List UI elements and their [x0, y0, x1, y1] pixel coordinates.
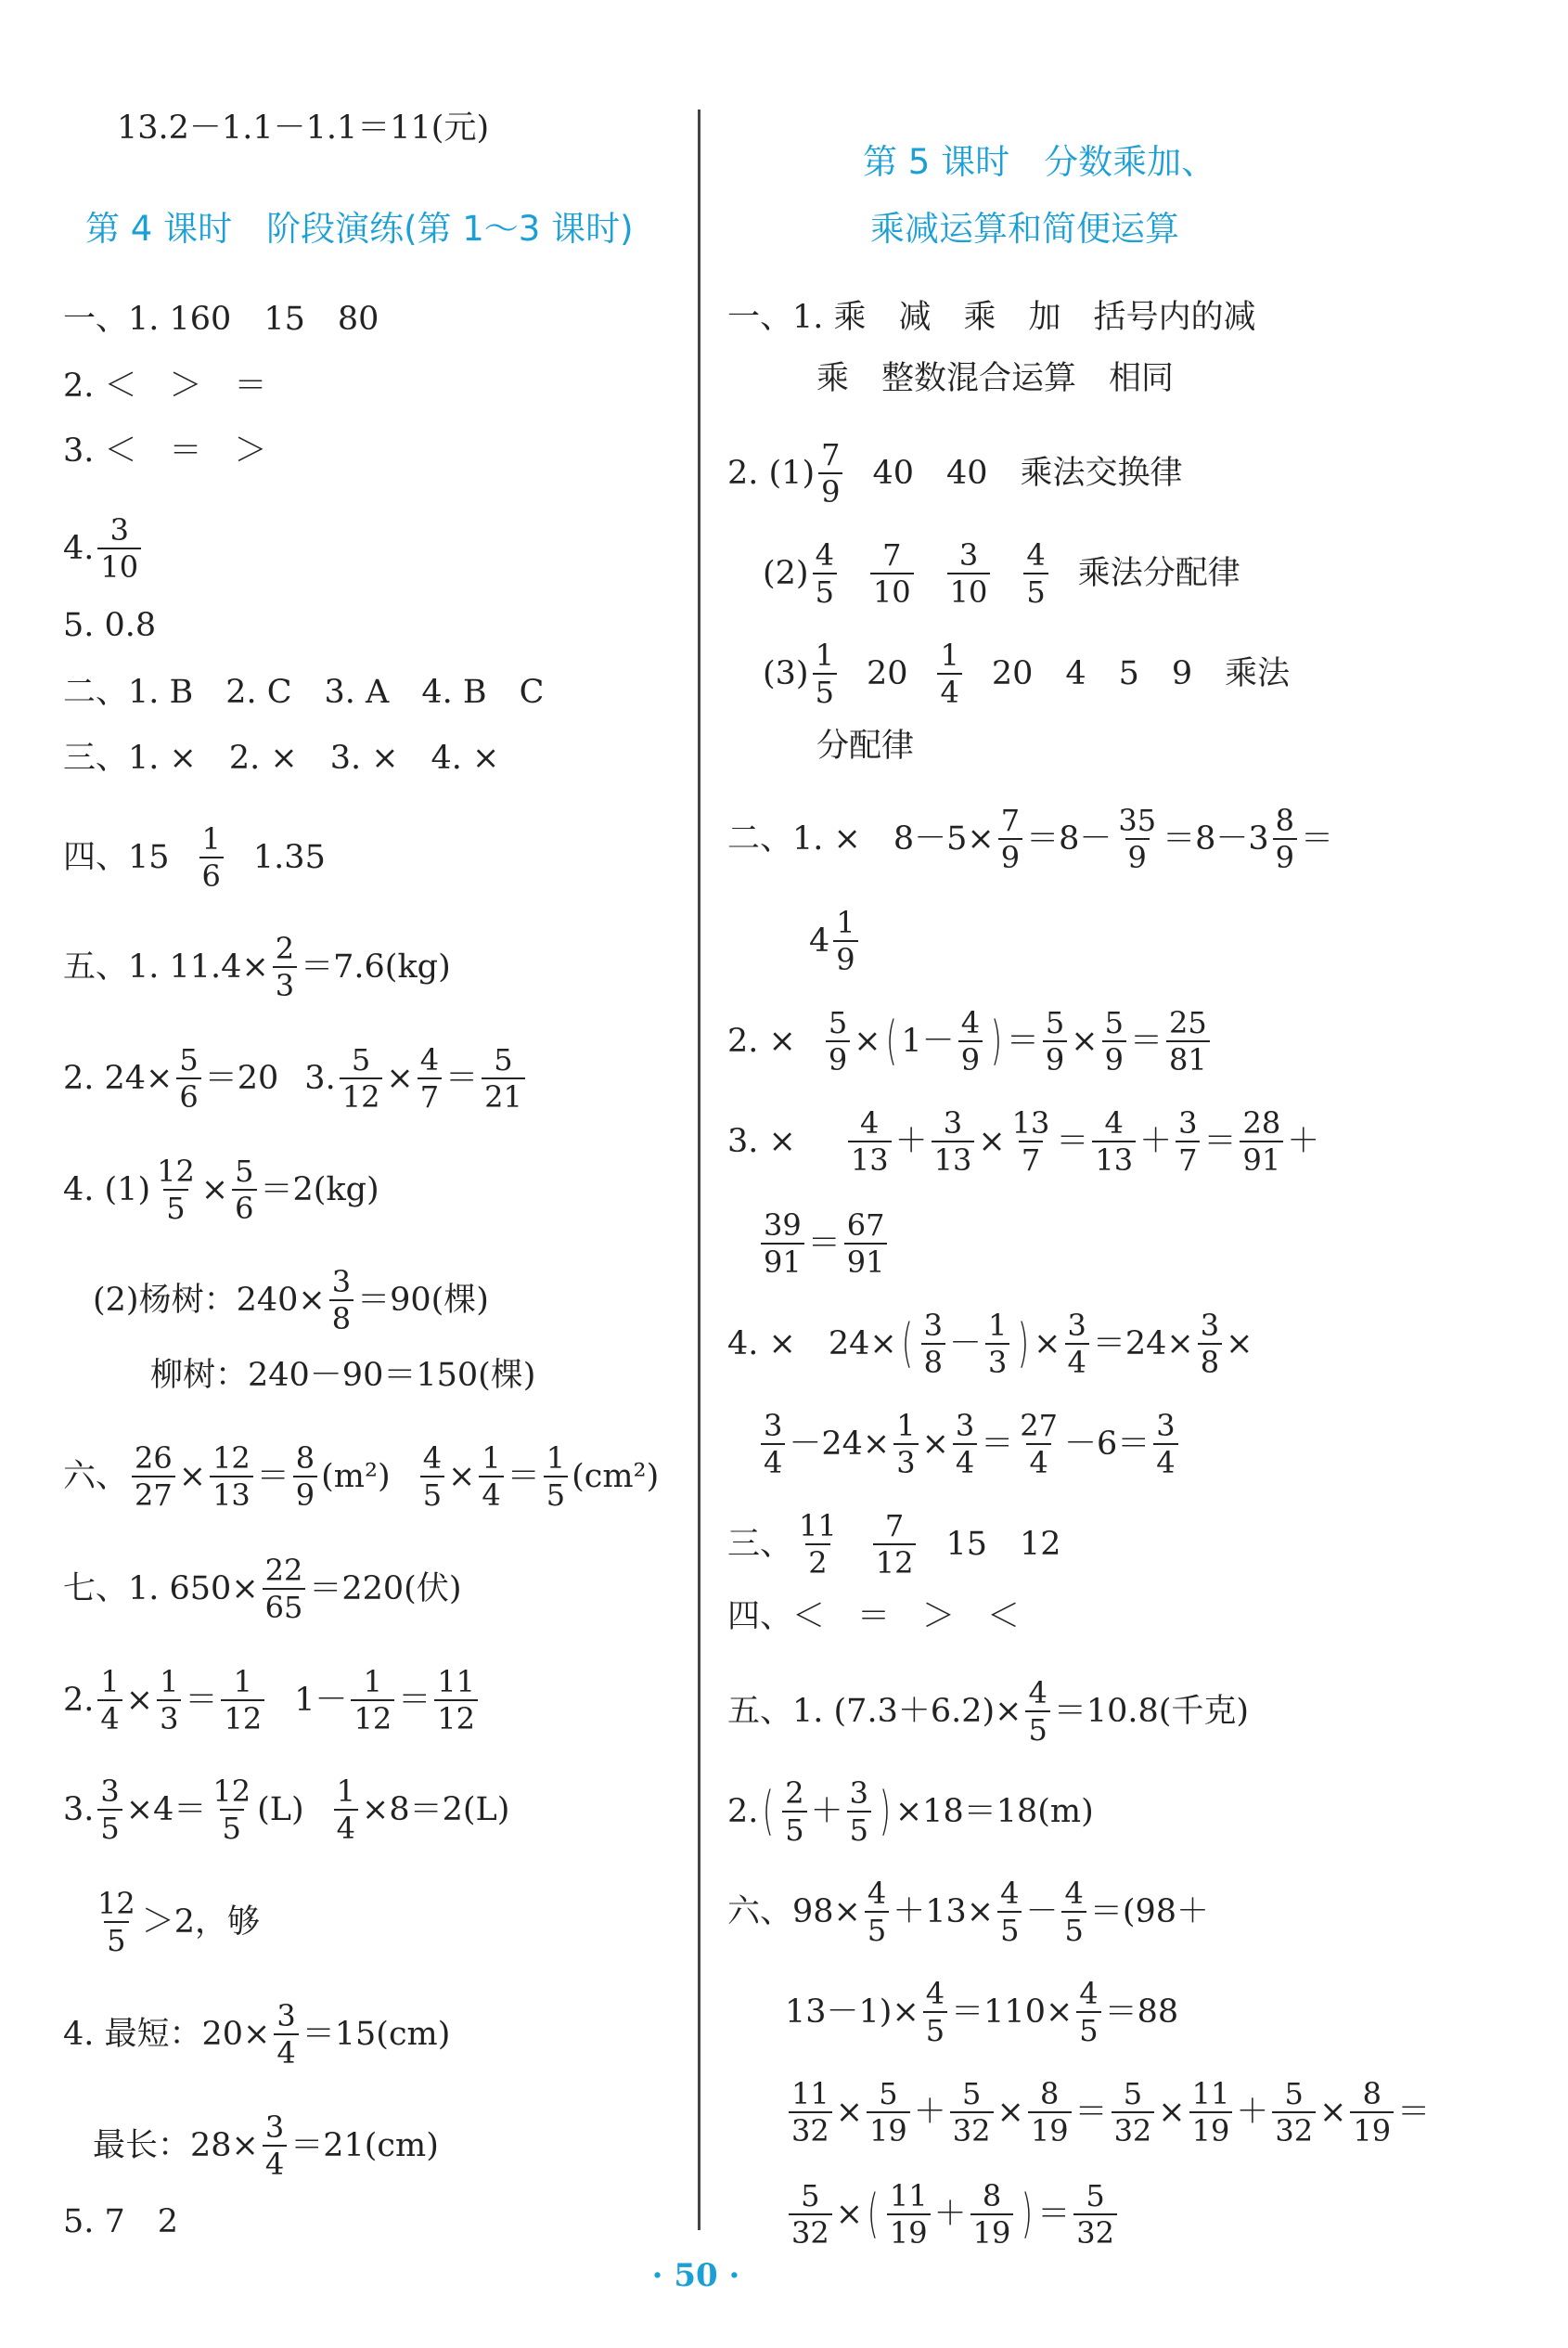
fraction: $\frac{12}{5}$: [157, 1154, 195, 1226]
r-s6-line1: 六、98× $\frac{4}{5}$ ＋13× $\frac{4}{5}$ － $\frac{4}{5}$ ＝(98＋: [727, 1876, 1210, 1948]
fraction: $\frac{5}{32}$: [1272, 2079, 1316, 2146]
fraction: $\frac{2}{5}$: [782, 1778, 806, 1845]
fraction: $\frac{5}{32}$: [950, 2079, 994, 2146]
r-s6-line4: $\frac{5}{32}$ × ( $\frac{11}{19}$ ＋ $\frac{8}{19}$ ) ＝ $\frac{5}{32}$: [785, 2181, 1121, 2248]
fraction: $\frac{4}{5}$: [420, 1443, 444, 1510]
r-s2-item4b: $\frac{3}{4}$ －24× $\frac{1}{3}$ × $\frac{3}{4}$ ＝ $\frac{27}{4}$ －6＝ $\frac{3}{4}$: [757, 1411, 1182, 1477]
s5-item2-3: 2. 24× $\frac{5}{6}$ ＝20 3. $\frac{5}{12}$ × $\frac{4}{7}$ ＝ $\frac{5}{21}$: [63, 1045, 529, 1112]
s4-answers: 四、15 $\frac{1}{6}$ 1.35: [63, 821, 326, 894]
fraction: $\frac{26}{27}$: [132, 1443, 175, 1510]
fraction: $\frac{3}{4}$: [761, 1411, 785, 1477]
fraction: $\frac{4}{5}$: [865, 1878, 889, 1945]
r-s2-item2: 2. × $\frac{5}{9}$ × ( 1－ $\frac{4}{9}$ ) ＝ $\frac{5}{9}$ × $\frac{5}{9}$ ＝ $\frac{25}{81}$: [727, 1008, 1214, 1075]
fraction: $\frac{4}{13}$: [848, 1108, 892, 1175]
s5-item4: 4. (1) $\frac{12}{5}$ × $\frac{5}{6}$ ＝2(kg): [63, 1154, 379, 1226]
fraction: $\frac{4}{5}$: [1061, 1878, 1086, 1945]
fraction: $\frac{4}{5}$: [813, 540, 837, 607]
fraction: $\frac{11}{12}$: [434, 1667, 478, 1734]
fraction: $\frac{1}{9}$: [833, 908, 857, 974]
fraction: $\frac{5}{9}$: [1043, 1008, 1067, 1075]
fraction: $\frac{1}{3}$: [157, 1667, 181, 1734]
r-s1-item2-2: (2) $\frac{4}{5}$ $\frac{7}{10}$ $\frac{3}{10}$ $\frac{4}{5}$ 乘法分配律: [763, 537, 1240, 610]
fraction: $\frac{3}{4}$: [953, 1411, 977, 1477]
lesson-5-title-line2: 乘减运算和简便运算: [870, 209, 1179, 249]
r-s4-answers: 四、＜ ＝ ＞ ＜: [727, 1598, 1021, 1635]
fraction: $\frac{1}{4}$: [479, 1443, 503, 1510]
r-s2-item3: 3. × $\frac{4}{13}$ ＋ $\frac{3}{13}$ × $\frac{13}{7}$ ＝ $\frac{4}{13}$ ＋ $\frac{3}{7}$ ＝ $\frac{28}{91}$ ＋: [727, 1105, 1320, 1178]
fraction: $\frac{4}{5}$: [1025, 1678, 1049, 1745]
fraction: $\frac{3}{4}$: [1065, 1310, 1089, 1377]
r-s1-item1a: 一、1. 乘 减 乘 加 括号内的减: [727, 299, 1256, 336]
r-s2-item1: 二、1. × 8－5× $\frac{7}{9}$ ＝8－ $\frac{35}{9}$ ＝8－3 $\frac{8}{9}$ ＝: [727, 803, 1333, 875]
fraction: $\frac{12}{5}$: [212, 1774, 251, 1846]
fraction: $\frac{39}{91}$: [761, 1210, 804, 1277]
fraction: $\frac{3}{8}$: [329, 1267, 353, 1334]
fraction: $\frac{3}{4}$: [274, 2001, 298, 2068]
fraction: $\frac{5}{19}$: [867, 2079, 910, 2146]
fraction: $\frac{1}{5}$: [813, 640, 837, 707]
r-s6-line2: 13－1)× $\frac{4}{5}$ ＝110× $\frac{4}{5}$ ＝88: [785, 1976, 1179, 2048]
fraction: $\frac{67}{91}$: [844, 1210, 888, 1277]
fraction: $\frac{4}{5}$: [997, 1878, 1022, 1945]
fraction: $\frac{5}{9}$: [826, 1008, 850, 1075]
fraction: $\frac{4}{7}$: [418, 1045, 442, 1112]
fraction: $\frac{8}{19}$: [1350, 2079, 1394, 2146]
fraction: $\frac{8}{9}$: [1273, 806, 1297, 872]
r-s2-item4: 4. × 24× ( $\frac{3}{8}$ － $\frac{1}{3}$ ) × $\frac{3}{4}$ ＝24× $\frac{3}{8}$ ×: [727, 1308, 1253, 1380]
fraction: $\frac{5}{21}$: [482, 1045, 525, 1112]
lesson-5-title-line1: 第 5 课时 分数乘加、: [863, 142, 1216, 182]
page-number: · 50 ·: [651, 2257, 740, 2294]
fraction: $\frac{3}{7}$: [1176, 1108, 1200, 1175]
r-s5-item1: 五、1. (7.3＋6.2)× $\frac{4}{5}$ ＝10.8(千克): [727, 1675, 1250, 1748]
fraction: $\frac{3}{4}$: [263, 2112, 287, 2179]
fraction: $\frac{3}{10}$: [97, 515, 141, 582]
fraction: $\frac{1}{4}$: [937, 640, 961, 707]
fraction: $\frac{35}{9}$: [1118, 803, 1157, 875]
fraction: $\frac{5}{32}$: [789, 2181, 832, 2248]
fraction: $\frac{25}{81}$: [1166, 1008, 1210, 1075]
s7-item3-conclusion: $\frac{12}{5}$ ＞2，够: [91, 1889, 260, 1955]
fraction: $\frac{4}{5}$: [1076, 1979, 1100, 2045]
fraction: $\frac{1}{4}$: [97, 1667, 122, 1734]
fraction: $\frac{4}{13}$: [1092, 1108, 1136, 1175]
column-divider: [698, 110, 700, 2230]
fraction: $\frac{1}{12}$: [221, 1667, 264, 1734]
fraction: $\frac{28}{91}$: [1240, 1108, 1283, 1175]
s7-item3: 3. $\frac{3}{5}$ ×4＝ $\frac{12}{5}$ (L) $\frac{1}{4}$ ×8＝2(L): [63, 1774, 510, 1846]
s3-answers: 三、1. × 2. × 3. × 4. ×: [63, 740, 500, 777]
s1-item1: 一、1. 160 15 80: [63, 301, 379, 338]
fraction: $\frac{12}{13}$: [210, 1443, 253, 1510]
fraction: $\frac{11}{19}$: [887, 2181, 931, 2248]
s7-item4-longest: 最长：28× $\frac{3}{4}$ ＝21(cm): [93, 2109, 439, 2182]
fraction: $\frac{3}{8}$: [921, 1310, 945, 1377]
fraction: $\frac{5}{9}$: [1102, 1008, 1126, 1075]
fraction: $\frac{1}{6}$: [199, 824, 224, 891]
fraction: $\frac{11}{32}$: [789, 2079, 832, 2146]
fraction: $\frac{1}{3}$: [985, 1310, 1009, 1377]
fraction: $\frac{7}{9}$: [998, 806, 1022, 872]
s6-answers: 六、 $\frac{26}{27}$ × $\frac{12}{13}$ ＝ $\frac{8}{9}$ (m²) $\frac{4}{5}$ × $\frac{1}{4}$ ＝ $\frac{1}{5}$ (cm²): [63, 1440, 660, 1513]
fraction: $\frac{4}{5}$: [1023, 540, 1047, 607]
fraction: $\frac{2}{3}$: [273, 934, 297, 1000]
s1-item3: 3. ＜ ＝ ＞: [63, 432, 267, 470]
r-s3-answers: 三、 $\frac{11}{2}$ $\frac{7}{12}$ 15 12: [727, 1508, 1061, 1580]
s7-item2: 2. $\frac{1}{4}$ × $\frac{1}{3}$ ＝ $\frac{1}{12}$ 1－ $\frac{1}{12}$ ＝ $\frac{11}{12}$: [63, 1667, 482, 1734]
fraction: $\frac{3}{13}$: [932, 1108, 975, 1175]
left-top-line: 13.2－1.1－1.1＝11(元): [117, 110, 490, 147]
fraction: $\frac{3}{5}$: [847, 1778, 871, 1845]
s7-item1: 七、1. 650× $\frac{22}{65}$ ＝220(伏): [63, 1553, 462, 1625]
s1-item4: 4. $\frac{3}{10}$: [63, 515, 145, 582]
fraction: $\frac{5}{6}$: [176, 1045, 200, 1112]
r-s2-item1b: 4 $\frac{1}{9}$: [809, 908, 862, 974]
fraction: $\frac{3}{5}$: [97, 1776, 122, 1843]
fraction: $\frac{8}{19}$: [1028, 2079, 1072, 2146]
r-s1-item1b: 乘 整数混合运算 相同: [816, 360, 1175, 397]
fraction: $\frac{27}{4}$: [1020, 1408, 1059, 1480]
fraction: $\frac{1}{3}$: [893, 1411, 918, 1477]
fraction: $\frac{22}{65}$: [263, 1555, 306, 1622]
fraction: $\frac{7}{9}$: [818, 440, 842, 507]
fraction: $\frac{3}{4}$: [1153, 1411, 1177, 1477]
fraction: $\frac{3}{8}$: [1198, 1310, 1222, 1377]
fraction: $\frac{4}{9}$: [958, 1008, 983, 1075]
fraction: $\frac{5}{32}$: [1073, 2181, 1117, 2248]
fraction: $\frac{3}{10}$: [947, 540, 991, 607]
fraction: $\frac{13}{7}$: [1011, 1105, 1050, 1178]
fraction: $\frac{11}{19}$: [1189, 2079, 1233, 2146]
r-s1-item2-3: (3) $\frac{1}{5}$ 20 $\frac{1}{4}$ 20 4 5 9 乘法: [763, 638, 1291, 710]
fraction: $\frac{1}{12}$: [351, 1667, 394, 1734]
fraction: $\frac{5}{12}$: [340, 1045, 383, 1112]
s1-item2: 2. ＜ ＞ ＝: [63, 368, 267, 405]
fraction: $\frac{5}{6}$: [232, 1156, 256, 1223]
fraction: $\frac{11}{2}$: [799, 1508, 837, 1580]
fraction: $\frac{7}{12}$: [873, 1511, 917, 1578]
fraction: $\frac{12}{5}$: [97, 1886, 135, 1958]
s5-item4-willow: 柳树：240－90＝150(棵): [150, 1357, 536, 1394]
r-s2-item3b: $\frac{39}{91}$ ＝ $\frac{67}{91}$: [757, 1210, 891, 1277]
r-s5-item2: 2. ( $\frac{2}{5}$ ＋ $\frac{3}{5}$ ) ×18＝18(m): [727, 1775, 1094, 1848]
r-s1-item2-3b: 分配律: [816, 728, 915, 765]
fraction: $\frac{1}{5}$: [544, 1443, 568, 1510]
lesson-4-title: 第 4 课时 阶段演练(第 1～3 课时): [85, 209, 634, 249]
r-s1-item2-1: 2. (1) $\frac{7}{9}$ 40 40 乘法交换律: [727, 437, 1183, 510]
s7-item4-shortest: 4. 最短：20× $\frac{3}{4}$ ＝15(cm): [63, 1998, 451, 2071]
s5-item1: 五、1. 11.4× $\frac{2}{3}$ ＝7.6(kg): [63, 931, 451, 1003]
fraction: $\frac{8}{19}$: [970, 2181, 1014, 2248]
s1-item5: 5. 0.8: [63, 607, 157, 644]
fraction: $\frac{1}{4}$: [334, 1776, 358, 1843]
s7-item5: 5. 7 2: [63, 2203, 179, 2240]
s2-answers: 二、1. B 2. C 3. A 4. B C: [63, 674, 545, 711]
s5-item4-poplar: (2)杨树：240× $\frac{3}{8}$ ＝90(棵): [93, 1264, 489, 1336]
fraction: $\frac{7}{10}$: [870, 540, 914, 607]
fraction: $\frac{4}{5}$: [923, 1979, 947, 2045]
fraction: $\frac{5}{32}$: [1112, 2079, 1155, 2146]
fraction: $\frac{8}{9}$: [293, 1443, 317, 1510]
r-s6-line3: $\frac{11}{32}$ × $\frac{5}{19}$ ＋ $\frac{5}{32}$ × $\frac{8}{19}$ ＝ $\frac{5}{32}$ × $\frac{11}{19}$ ＋ $\frac{5}{32}$ × $\frac{8}{19}$ ＝: [785, 2079, 1430, 2146]
